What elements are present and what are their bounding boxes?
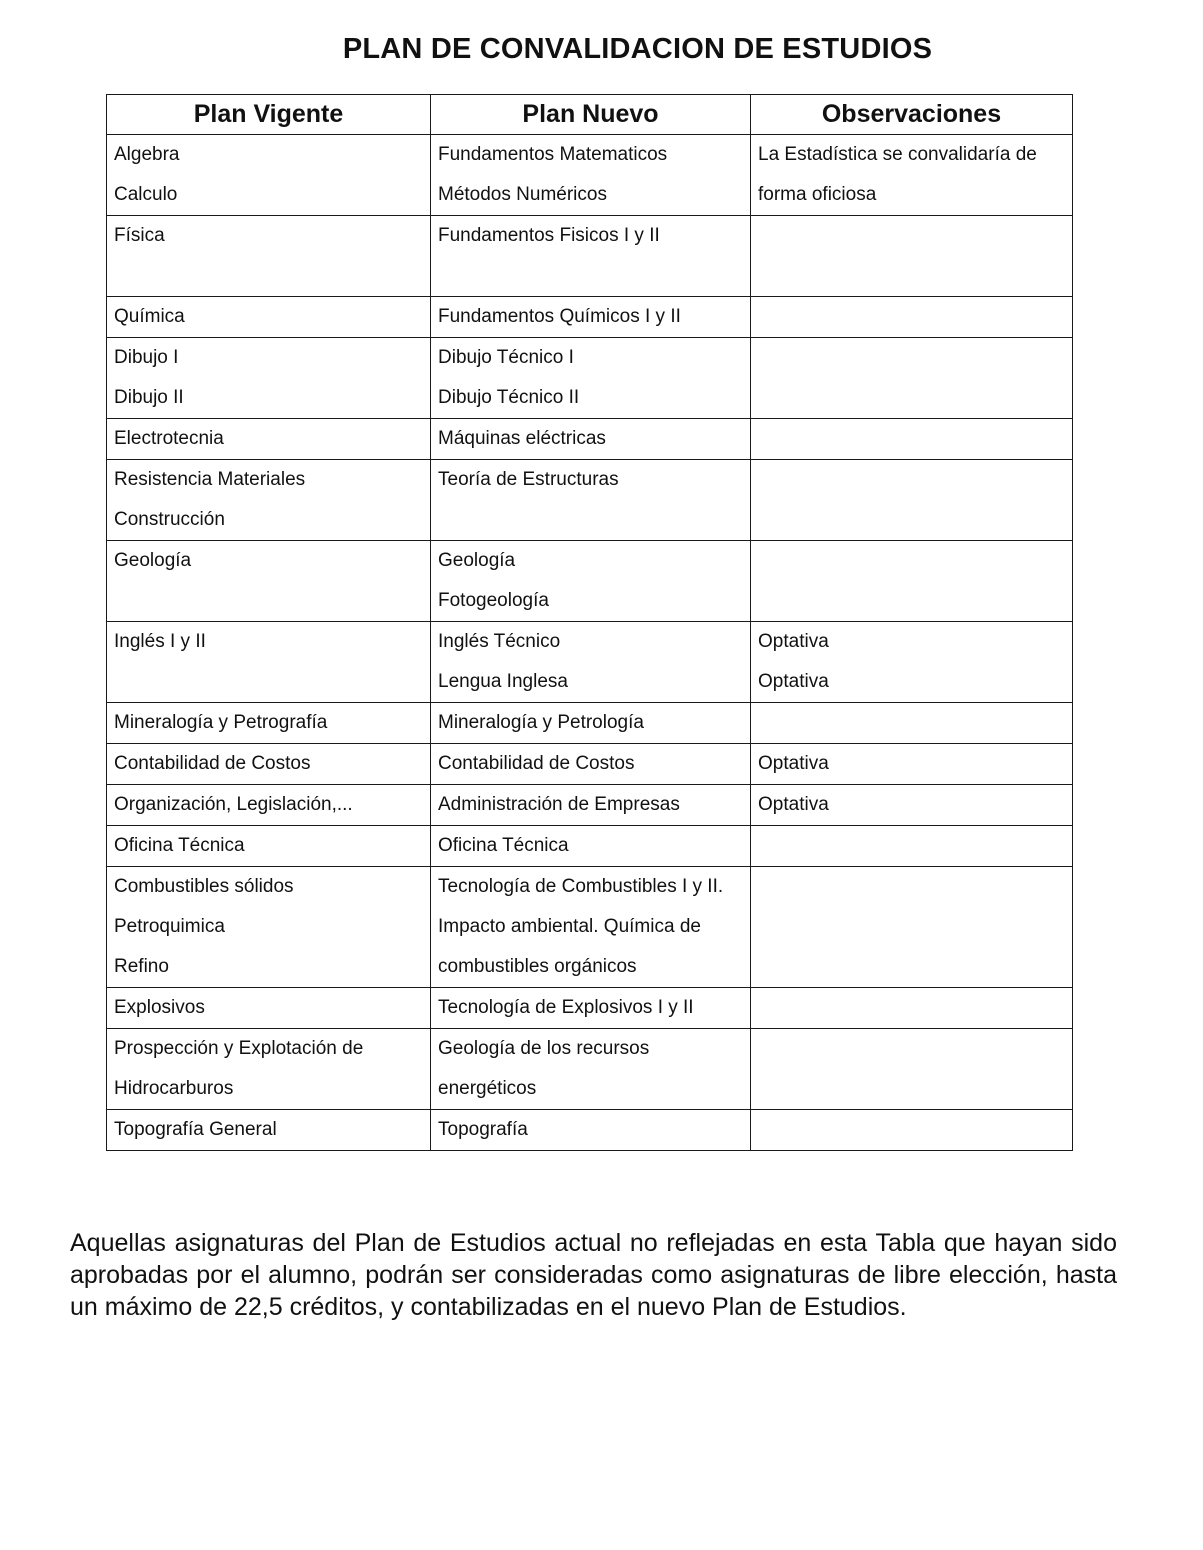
footnote-paragraph: Aquellas asignaturas del Plan de Estudios actual no reflejadas en esta Tabla que hayan sido aprobadas por el alumno, podrán ser consideradas como asignaturas de libre elección, hasta un máximo de 22,5 créditos, y contabilizadas en el nuevo Plan de Estudios. <box>70 1229 1117 1321</box>
cell-text-line: Métodos Numéricos <box>438 184 607 205</box>
column-header-plan-vigente: Plan Vigente <box>107 95 431 135</box>
cell-text-line <box>758 460 1065 500</box>
cell-observaciones <box>751 744 1073 785</box>
cell-text-line: Inglés Técnico <box>438 631 561 652</box>
cell-plan-vigente <box>107 703 431 744</box>
cell-text-line: Fundamentos Fisicos I y II <box>438 225 660 246</box>
table-row <box>107 460 1073 541</box>
cell-text-line: Algebra <box>114 144 180 165</box>
table-row <box>107 135 1073 216</box>
cell-observaciones <box>751 460 1073 541</box>
cell-text-line: Topografía General <box>114 1119 277 1140</box>
cell-observaciones <box>751 622 1073 703</box>
cell-text-line: forma oficiosa <box>758 184 877 205</box>
cell-plan-nuevo <box>431 703 751 744</box>
cell-text-line: Impacto ambiental. Química de <box>438 916 701 937</box>
cell-observaciones <box>751 338 1073 419</box>
cell-observaciones <box>751 703 1073 744</box>
cell-text-line: Dibujo Técnico II <box>438 387 580 408</box>
cell-text-line <box>758 378 1065 418</box>
table-row <box>107 419 1073 460</box>
cell-text-line: Teoría de Estructuras <box>438 469 619 490</box>
table-row <box>107 338 1073 419</box>
cell-text-line: La Estadística se convalidaría de <box>758 144 1037 165</box>
cell-text-line <box>758 541 1065 581</box>
cell-text-line <box>758 256 1065 296</box>
cell-plan-vigente <box>107 419 431 460</box>
cell-plan-vigente <box>107 826 431 867</box>
cell-plan-nuevo <box>431 1029 751 1110</box>
cell-text-line: Topografía <box>438 1119 528 1140</box>
column-header-plan-nuevo: Plan Nuevo <box>431 95 751 135</box>
table-body <box>107 135 1073 1151</box>
cell-text-line <box>758 867 1065 907</box>
cell-text-line: Fotogeología <box>438 590 549 611</box>
cell-text-line <box>758 1069 1065 1109</box>
cell-text-line: Prospección y Explotación de <box>114 1038 364 1059</box>
cell-text-line: Tecnología de Explosivos I y II <box>438 997 694 1018</box>
cell-text-line: Optativa <box>758 794 829 815</box>
convalidation-table <box>106 94 1073 1151</box>
cell-plan-nuevo <box>431 135 751 216</box>
cell-text-line: Explosivos <box>114 997 205 1018</box>
cell-text-line <box>758 216 1065 256</box>
cell-observaciones <box>751 216 1073 297</box>
cell-observaciones <box>751 135 1073 216</box>
cell-text-line: Petroquimica <box>114 916 225 937</box>
cell-plan-nuevo <box>431 338 751 419</box>
cell-plan-nuevo <box>431 541 751 622</box>
header-row <box>107 95 1073 135</box>
cell-plan-vigente <box>107 744 431 785</box>
cell-plan-vigente <box>107 867 431 988</box>
cell-text-line: combustibles orgánicos <box>438 956 637 977</box>
cell-text-line: Organización, Legislación,... <box>114 794 353 815</box>
cell-text-line <box>114 662 423 702</box>
table-row <box>107 785 1073 826</box>
cell-plan-vigente <box>107 622 431 703</box>
cell-observaciones <box>751 785 1073 826</box>
cell-text-line: Dibujo I <box>114 347 179 368</box>
cell-text-line: Fundamentos Matematicos <box>438 144 668 165</box>
cell-observaciones <box>751 419 1073 460</box>
cell-plan-vigente <box>107 135 431 216</box>
cell-plan-nuevo <box>431 297 751 338</box>
cell-text-line: Oficina Técnica <box>438 835 569 856</box>
table-row <box>107 703 1073 744</box>
cell-text-line: Física <box>114 225 165 246</box>
cell-text-line <box>114 256 423 296</box>
cell-plan-vigente <box>107 297 431 338</box>
cell-plan-vigente <box>107 541 431 622</box>
cell-text-line <box>758 297 1065 337</box>
cell-plan-vigente <box>107 460 431 541</box>
cell-plan-nuevo <box>431 1110 751 1151</box>
cell-text-line: Inglés I y II <box>114 631 206 652</box>
cell-text-line <box>758 947 1065 987</box>
table-row <box>107 622 1073 703</box>
cell-text-line: Mineralogía y Petrología <box>438 712 644 733</box>
page-title: PLAN DE CONVALIDACION DE ESTUDIOS <box>342 33 933 65</box>
cell-text-line: Contabilidad de Costos <box>114 753 311 774</box>
cell-text-line <box>758 907 1065 947</box>
cell-text-line: Geología <box>438 550 516 571</box>
cell-text-line <box>758 581 1065 621</box>
cell-plan-nuevo <box>431 785 751 826</box>
cell-text-line <box>758 826 1065 866</box>
cell-text-line <box>758 419 1065 459</box>
cell-text-line: Geología <box>114 550 192 571</box>
table-row <box>107 297 1073 338</box>
cell-text-line: Electrotecnia <box>114 428 224 449</box>
cell-text-line: Optativa <box>758 671 829 692</box>
cell-text-line: Combustibles sólidos <box>114 876 294 897</box>
cell-observaciones <box>751 867 1073 988</box>
cell-plan-vigente <box>107 1110 431 1151</box>
cell-text-line: Dibujo II <box>114 387 184 408</box>
cell-text-line: Refino <box>114 956 169 977</box>
cell-text-line: Hidrocarburos <box>114 1078 234 1099</box>
cell-observaciones <box>751 541 1073 622</box>
table-row <box>107 1110 1073 1151</box>
cell-text-line <box>758 1110 1065 1150</box>
table-row <box>107 541 1073 622</box>
cell-text-line <box>438 256 743 296</box>
cell-plan-vigente <box>107 988 431 1029</box>
column-header-observaciones: Observaciones <box>751 95 1073 135</box>
cell-text-line: Administración de Empresas <box>438 794 680 815</box>
cell-text-line <box>758 338 1065 378</box>
cell-plan-nuevo <box>431 216 751 297</box>
table-row <box>107 826 1073 867</box>
cell-plan-nuevo <box>431 419 751 460</box>
cell-text-line: Mineralogía y Petrografía <box>114 712 328 733</box>
cell-text-line: Lengua Inglesa <box>438 671 568 692</box>
cell-text-line: Geología de los recursos <box>438 1038 650 1059</box>
table-row <box>107 988 1073 1029</box>
cell-text-line: Construcción <box>114 509 225 530</box>
table-row <box>107 867 1073 988</box>
cell-observaciones <box>751 988 1073 1029</box>
cell-text-line <box>758 500 1065 540</box>
cell-plan-vigente <box>107 1029 431 1110</box>
cell-text-line: Dibujo Técnico I <box>438 347 574 368</box>
cell-observaciones <box>751 826 1073 867</box>
cell-text-line <box>758 1029 1065 1069</box>
cell-plan-nuevo <box>431 988 751 1029</box>
cell-text-line: Resistencia Materiales <box>114 469 306 490</box>
table-row <box>107 744 1073 785</box>
cell-text-line: Calculo <box>114 184 178 205</box>
cell-text-line: energéticos <box>438 1078 537 1099</box>
cell-plan-vigente <box>107 785 431 826</box>
cell-plan-nuevo <box>431 622 751 703</box>
table-row <box>107 216 1073 297</box>
cell-text-line: Tecnología de Combustibles I y II. <box>438 876 724 897</box>
cell-observaciones <box>751 1110 1073 1151</box>
cell-text-line: Química <box>114 306 185 327</box>
cell-text-line: Optativa <box>758 753 829 774</box>
cell-plan-nuevo <box>431 867 751 988</box>
cell-text-line: Máquinas eléctricas <box>438 428 606 449</box>
cell-text-line <box>758 703 1065 743</box>
cell-observaciones <box>751 297 1073 338</box>
cell-text-line <box>114 581 423 621</box>
table-header <box>107 95 1073 135</box>
cell-text-line <box>438 500 743 540</box>
cell-text-line: Oficina Técnica <box>114 835 245 856</box>
cell-plan-vigente <box>107 338 431 419</box>
cell-plan-nuevo <box>431 460 751 541</box>
cell-plan-vigente <box>107 216 431 297</box>
cell-text-line: Contabilidad de Costos <box>438 753 635 774</box>
cell-observaciones <box>751 1029 1073 1110</box>
cell-plan-nuevo <box>431 826 751 867</box>
cell-text-line <box>758 988 1065 1028</box>
cell-text-line: Fundamentos Químicos I y II <box>438 306 681 327</box>
table-row <box>107 1029 1073 1110</box>
cell-text-line: Optativa <box>758 631 829 652</box>
cell-plan-nuevo <box>431 744 751 785</box>
